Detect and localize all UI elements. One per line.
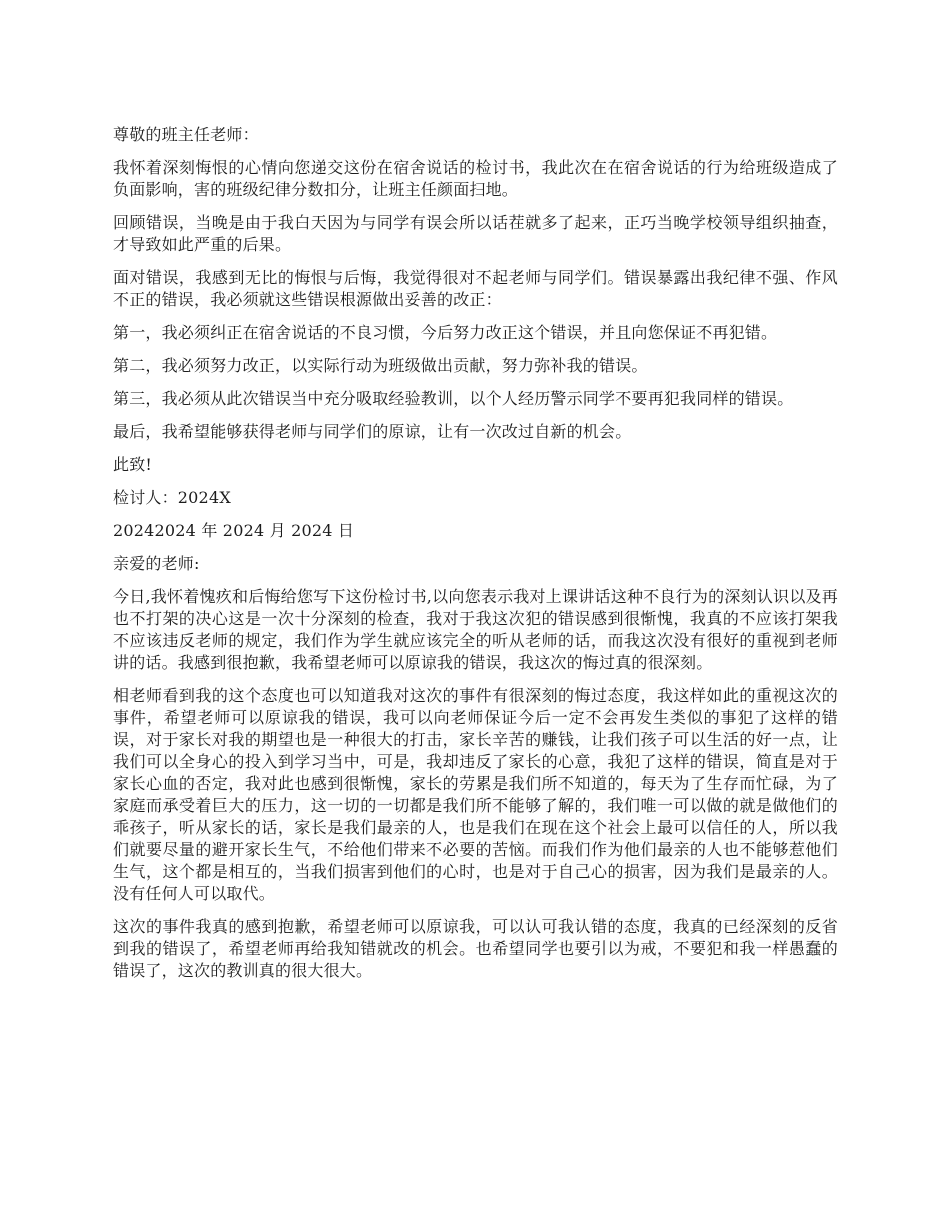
salutation: 亲爱的老师:	[113, 554, 200, 573]
paragraph: 第三，我必须从此次错误当中充分吸取经验教训，以个人经历警示同学不要再犯我同样的错误。	[113, 389, 794, 408]
paragraph: 面对错误，我感到无比的悔恨与后悔，我觉得很对不起老师与同学们。错误暴露出我纪律不强、作风不正的错误，我必须就这些错误根源做出妥善的改正：	[113, 268, 838, 309]
signature: 检讨人：2024X	[113, 488, 231, 507]
salutation: 尊敬的班主任老师：	[113, 125, 259, 144]
paragraph: 回顾错误，当晚是由于我白天因为与同学有误会所以话茬就多了起来，正巧当晚学校领导组织抽查，才导致如此严重的后果。	[113, 213, 838, 254]
paragraph: 我怀着深刻悔恨的心情向您递交这份在宿舍说话的检讨书，我此次在在宿舍说话的行为给班级造成了负面影响，害的班级纪律分数扣分，让班主任颜面扫地。	[113, 158, 838, 199]
paragraph: 相老师看到我的这个态度也可以知道我对这次的事件有很深刻的悔过态度，我这样如此的重视这次的事件，希望老师可以原谅我的错误，我可以向老师保证今后一定不会再发生类似的事犯了这样的错误，对于家长对我的期望也是一种很大的打击，家长辛苦的赚钱，让我们孩子可以生活的好一点，让我们可以全身心的投入到学习当中，可是，我却违反了家长的心意，我犯了这样的错误，简直是对于家长心血的否定，我对此也感到很惭愧，家长的劳累是我们所不知道的，每天为了生存而忙碌，为了家庭而承受着巨大的压力，这一切的一切都是我们所不能够了解的，我们唯一可以做的就是做他们的乖孩子，听从家长的话，家长是我们最亲的人，也是我们在现在这个社会上最可以信任的人，所以我们就要尽量的避开家长生气，不给他们带来不必要的苦恼。而我们作为他们最亲的人也不能够惹他们生气，这个都是相互的，当我们损害到他们的心时，也是对于自己心的损害，因为我们是最亲的人。没有任何人可以取代。	[113, 686, 838, 903]
paragraph: 第一，我必须纠正在宿舍说话的不良习惯，今后努力改正这个错误，并且向您保证不再犯错。	[113, 323, 778, 342]
closing: 此致!	[113, 455, 153, 474]
paragraph: 第二，我必须努力改正，以实际行动为班级做出贡献，努力弥补我的错误。	[113, 356, 648, 375]
paragraph: 最后，我希望能够获得老师与同学们的原谅，让有一次改过自新的机会。	[113, 422, 632, 441]
date-line: 20242024 年 2024 月 2024 日	[113, 521, 355, 540]
paragraph: 今日,我怀着愧疚和后悔给您写下这份检讨书,以向您表示我对上课讲话这种不良行为的深刻认识以及再也不打架的决心这是一次十分深刻的检查，我对于我这次犯的错误感到很惭愧，我真的不应该打架我不应该违反老师的规定，我们作为学生就应该完全的听从老师的话，而我这次没有很好的重视到老师讲的话。我感到很抱歉，我希望老师可以原谅我的错误，我这次的悔过真的很深刻。	[113, 587, 838, 672]
paragraph: 这次的事件我真的感到抱歉，希望老师可以原谅我，可以认可我认错的态度，我真的已经深刻的反省到我的错误了，希望老师再给我知错就改的机会。也希望同学也要引以为戒，不要犯和我一样愚蠢的错误了，这次的教训真的很大很大。	[113, 917, 838, 980]
